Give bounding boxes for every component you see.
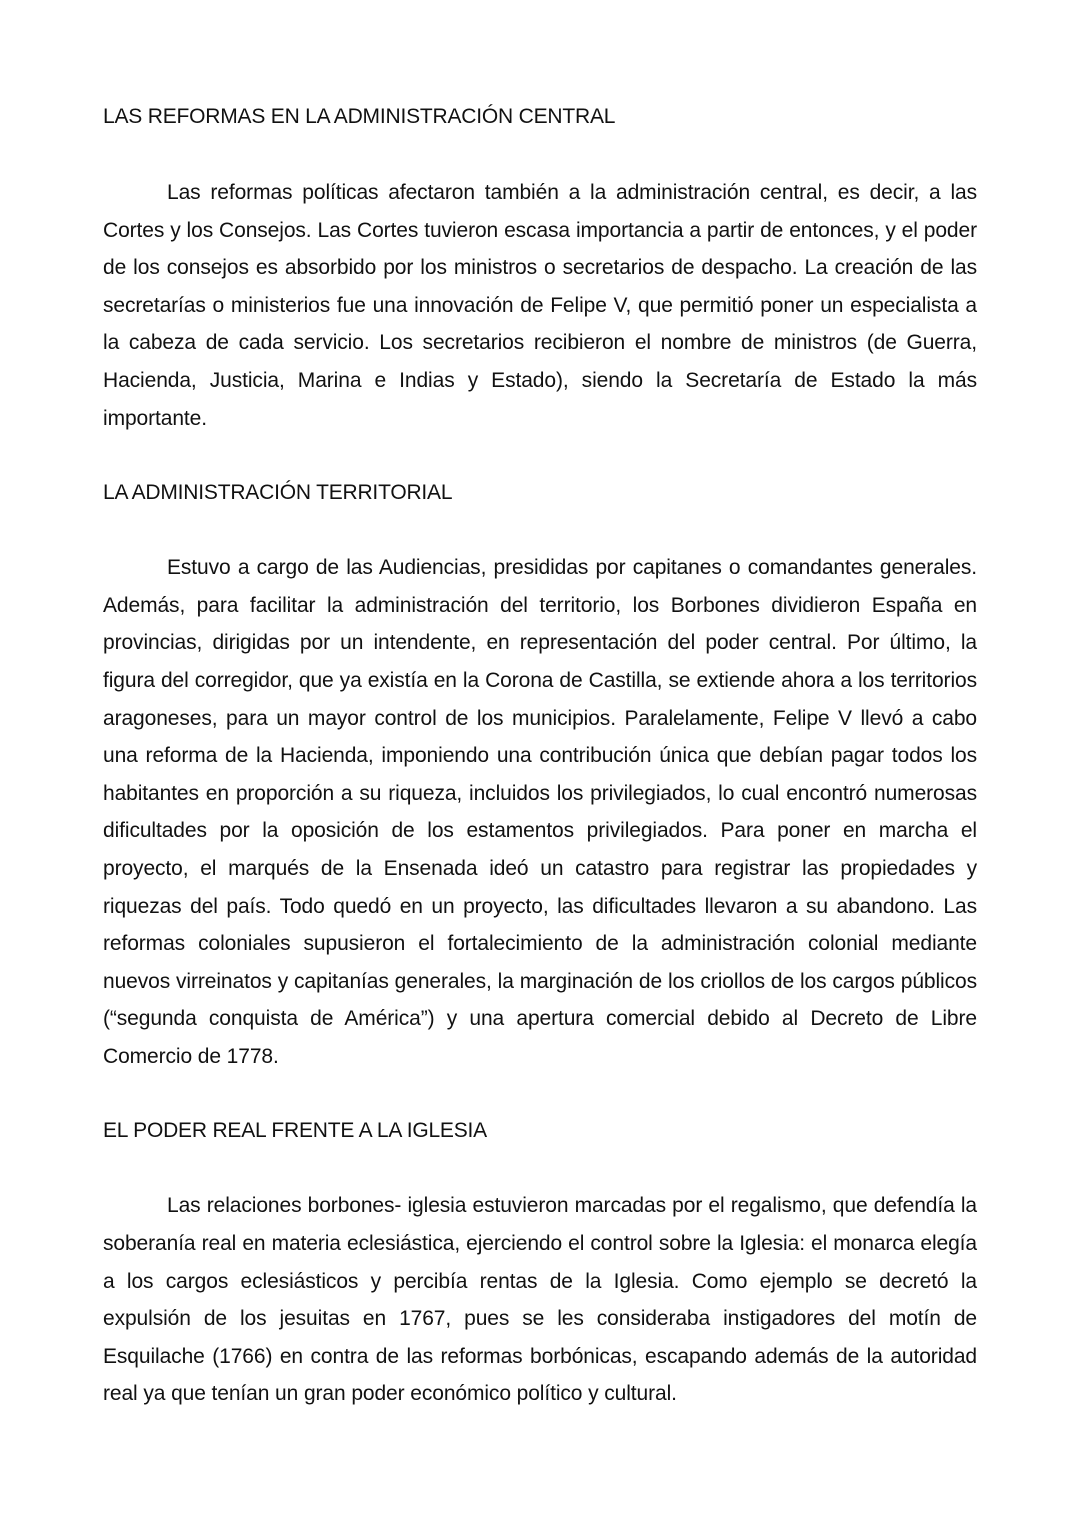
section-heading-royal-power-church: EL PODER REAL FRENTE A LA IGLESIA [103, 1119, 487, 1143]
section-heading-central-administration: LAS REFORMAS EN LA ADMINISTRACIÓN CENTRAL [103, 105, 616, 128]
section-paragraph-territorial-administration: Estuvo a cargo de las Audiencias, presididas por capitanes o comandantes generales. Además, para facilitar la administración del territorio, los Borbones dividieron España en provincias, dirigidas por un intendente, en representación del poder central. Por último, la figura del corregidor, que ya existía en la Corona de Castilla, se extiende ahora a los territorios aragoneses, para un mayor control de los municipios. Paralelamente, Felipe V llevó a cabo una reforma de la Hacienda, imponiendo una contribución única que debían pagar todos los habitantes en proporción a su riqueza, incluidos los privilegiados, lo cual encontró numerosas dificultades por la oposición de los estamentos privilegiados. Para poner en marcha el proyecto, el marqués de la Ensenada ideó un catastro para registrar las propiedades y riquezas del país. Todo quedó en un proyecto, las dificultades llevaron a su abandono. Las reformas coloniales supusieron el fortalecimiento de la administración colonial mediante nuevos virreinatos y capitanías generales, la marginación de los criollos de los cargos públicos (“segunda conquista de América”) y una apertura comercial debido al Decreto de Libre Comercio de 1778. [103, 556, 977, 1068]
section-paragraph-central-administration: Las reformas políticas afectaron también a la administración central, es decir, a las Cortes y los Consejos. Las Cortes tuvieron escasa importancia a partir de entonces, y el poder de los consejos es absorbido por los ministros o secretarios de despacho. La creación de las secretarías o ministerios fue una innovación de Felipe V, que permitió poner un especialista a la cabeza de cada servicio. Los secretarios recibieron el nombre de ministros (de Guerra, Hacienda, Justicia, Marina e Indias y Estado), siendo la Secretaría de Estado la más importante. [103, 181, 977, 430]
section-heading-territorial-administration: LA ADMINISTRACIÓN TERRITORIAL [103, 481, 453, 505]
section-paragraph-royal-power-church: Las relaciones borbones- iglesia estuvieron marcadas por el regalismo, que defendía la soberanía real en materia eclesiástica, ejerciendo el control sobre la Iglesia: el monarca elegía a los cargos eclesiásticos y percibía rentas de la Iglesia. Como ejemplo se decretó la expulsión de los jesuitas en 1767, pues se les consideraba instigadores del motín de Esquilache (1766) en contra de las reformas borbónicas, escapando además de la autoridad real ya que tenían un gran poder económico político y cultural. [103, 1194, 977, 1406]
document-page [103, 98, 977, 1413]
